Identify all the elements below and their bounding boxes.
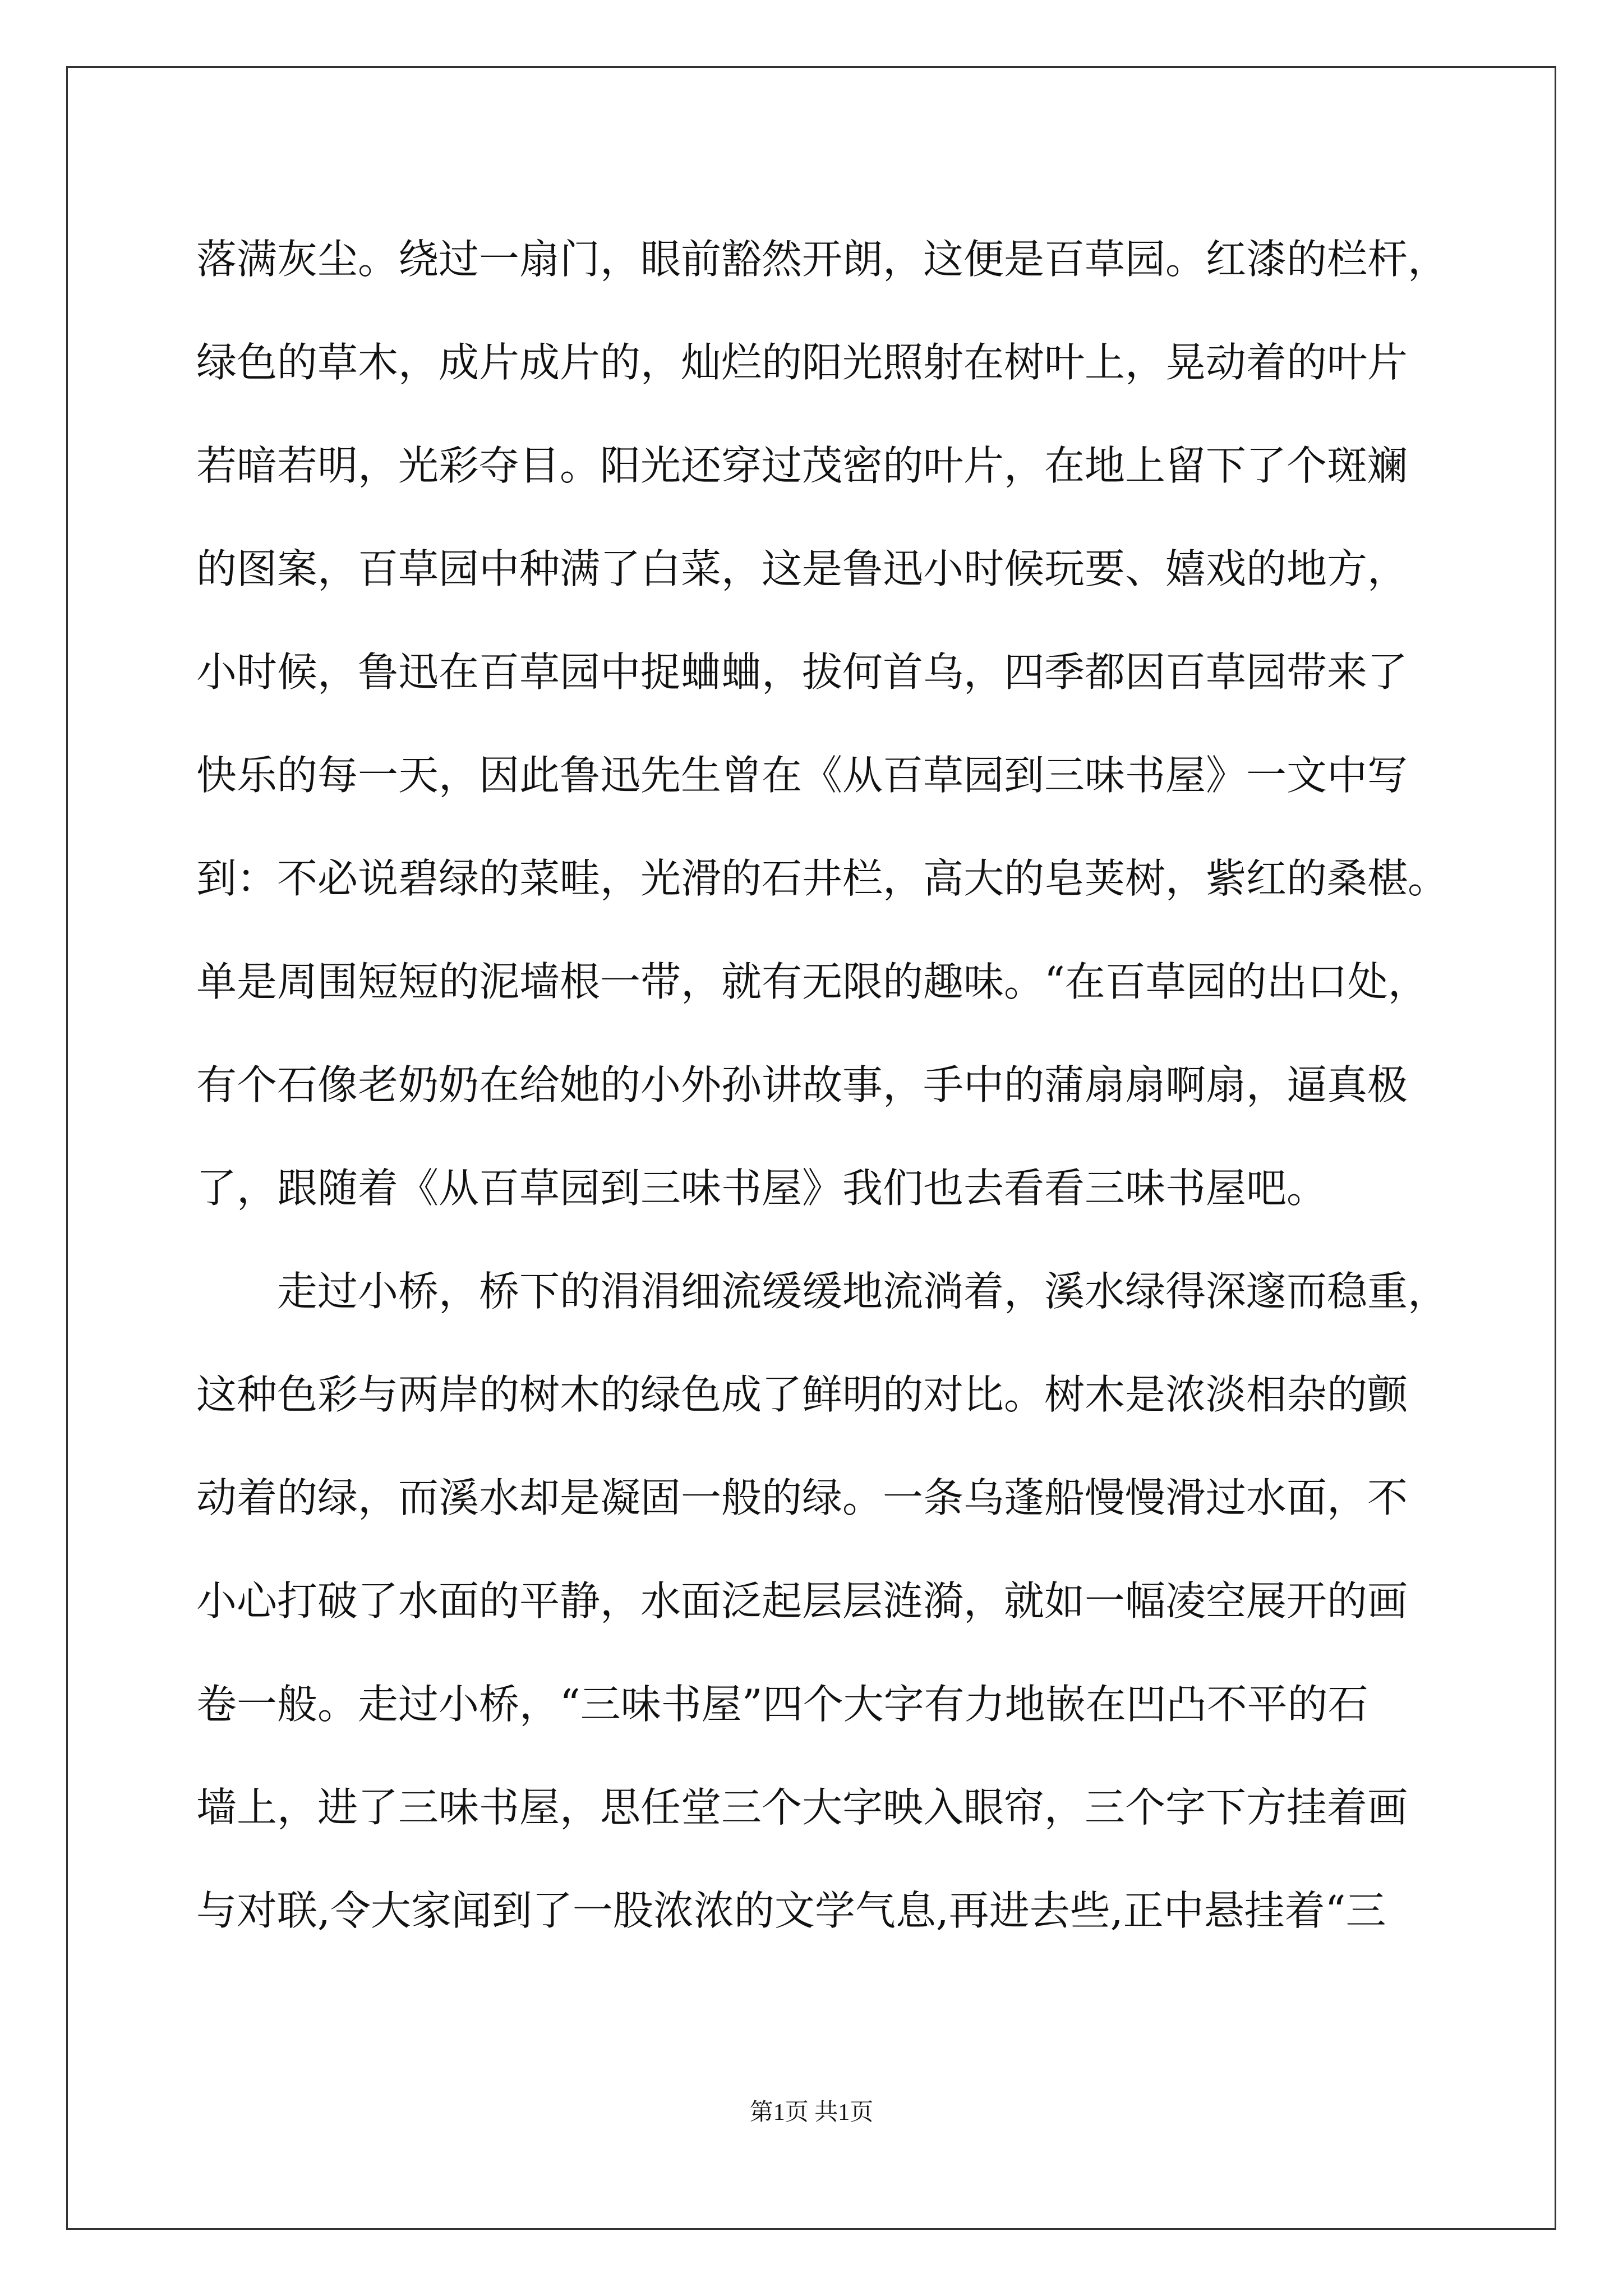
text-line: 的图案，百草园中种满了白菜，这是鲁迅小时候玩要、嬉戏的地方， <box>196 545 1408 592</box>
text-line: 若暗若明，光彩夺目。阳光还穿过茂密的叶片，在地上留下了个斑斓 <box>196 442 1408 489</box>
text-line: 小心打破了水面的平静，水面泛起层层涟漪，就如一幅凌空展开的画 <box>196 1577 1408 1625</box>
paragraph-start-line: 走过小桥，桥下的涓涓细流缓缓地流淌着，溪水绿得深邃而稳重， <box>277 1268 1449 1315</box>
text-line: 卷一般。走过小桥，“三味书屋”四个大字有力地嵌在凹凸不平的石 <box>196 1681 1368 1728</box>
text-line: 绿色的草木，成片成片的，灿烂的阳光照射在树叶上，晃动着的叶片 <box>196 339 1408 386</box>
text-line: 落满灰尘。绕过一扇门，眼前豁然开朗，这便是百草园。红漆的栏杆， <box>196 236 1449 283</box>
text-line: 这种色彩与两岸的树木的绿色成了鲜明的对比。树木是浓淡相杂的颤 <box>196 1371 1408 1418</box>
text-line: 了，跟随着《从百草园到三味书屋》我们也去看看三味书屋吧。 <box>196 1165 1327 1212</box>
text-line: 有个石像老奶奶在给她的小外孙讲故事，手中的蒲扇扇啊扇，逼真极 <box>196 1061 1408 1108</box>
text-line: 墙上，进了三味书屋，思任堂三个大字映入眼帘，三个字下方挂着画 <box>196 1784 1408 1831</box>
page-number-footer: 第1页 共1页 <box>749 2100 874 2125</box>
text-line: 动着的绿，而溪水却是凝固一般的绿。一条乌蓬船慢慢滑过水面，不 <box>196 1474 1408 1521</box>
text-line: 到：不必说碧绿的菜畦，光滑的石井栏，高大的皂荚树，紫红的桑椹。 <box>196 855 1449 902</box>
text-line: 小时候，鲁迅在百草园中捉蛐蛐，拔何首乌，四季都因百草园带来了 <box>196 648 1408 696</box>
text-line: 单是周围短短的泥墙根一带，就有无限的趣味。“在百草园的出口处， <box>196 958 1428 1005</box>
text-line: 快乐的每一天，因此鲁迅先生曾在《从百草园到三味书屋》一文中写 <box>196 752 1408 799</box>
document-body <box>196 208 1449 1962</box>
text-line: 与对联,令大家闻到了一股浓浓的文学气息,再进去些,正中悬挂着“三 <box>196 1887 1386 1934</box>
